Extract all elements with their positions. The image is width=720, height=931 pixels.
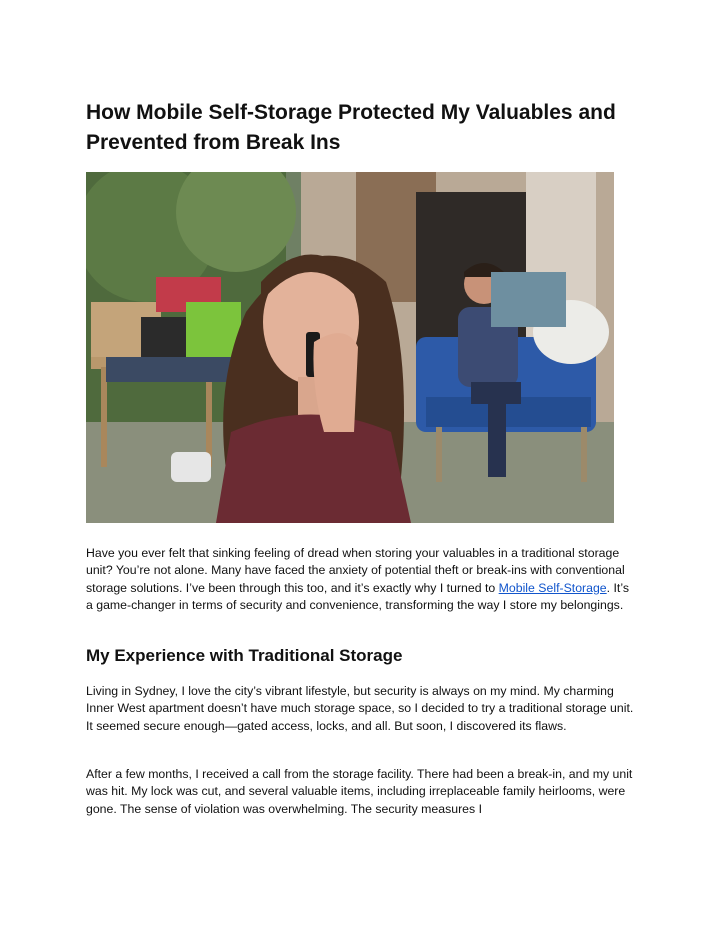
photo-woman-on-phone-illustration [86,172,614,523]
intro-text-before-link: Have you ever felt that sinking feeling of dread when storing your valuables in a traditional storage unit? You’re not alone. Many have faced the anxiety of potential theft or break-ins with conventional storage solutions. I’ve been through this too, and it’s exactly why I turned to [86,546,625,595]
intro-text-after-link: . It’s a game-changer in terms of security and convenience, transforming the way I store my belongings. [86,580,629,612]
body-paragraph: After a few months, I received a call from the storage facility. There had been a break-in, and my unit was hit. My lock was cut, and several valuable items, including irreplaceable family heirlooms, were gone. The sense of violation was overwhelming. The security measures I [86,767,633,816]
mobile-self-storage-link[interactable]: Mobile Self-Storage [498,580,607,595]
hero-photo [86,172,614,523]
body-paragraph: Living in Sydney, I love the city’s vibrant lifestyle, but security is always on my mind. My charming Inner West apartment doesn’t have much storage space, so I decided to try a traditional storage unit. It seemed secure enough—gated access, locks, and all. But soon, I discovered its flaws. [86,684,634,733]
section-heading: My Experience with Traditional Storage [86,646,403,665]
intro-paragraph [86,545,638,614]
article-title: How Mobile Self-Storage Protected My Valuables and Prevented from Break Ins [86,101,616,154]
